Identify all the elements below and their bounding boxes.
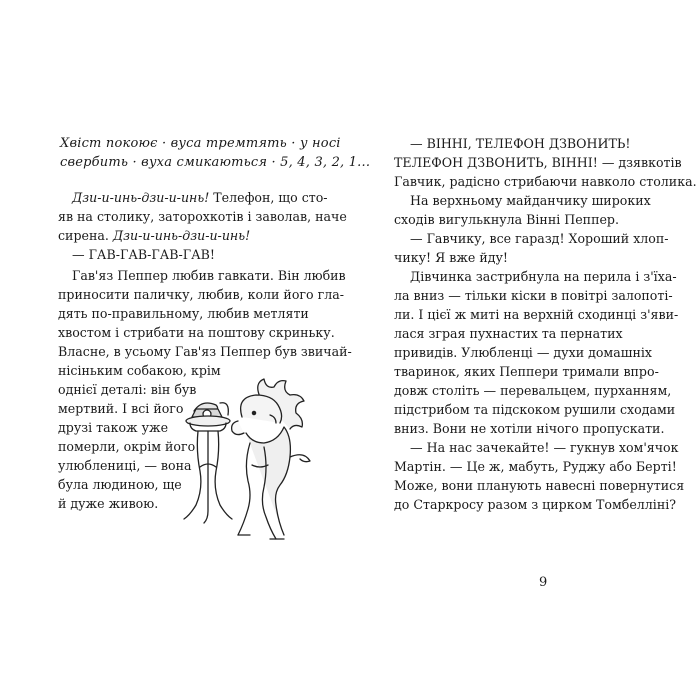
right-line-5: сходів вигулькнула Вінні Пеппер. — [394, 212, 619, 227]
p3-line-2: приносити паличку, любив, коли його гла- — [58, 287, 344, 302]
p1-line-3: сирена. Дзи-и-инь-дзи-и-инь! — [58, 228, 251, 243]
intro-line-2: свербить · вуха смикаються · 5, 4, 3, 2, 1... — [60, 155, 371, 170]
p3-line-12: була людиною, ще — [58, 477, 182, 492]
p3-line-8: мертвий. І всі його — [58, 401, 184, 416]
right-page — [350, 0, 700, 700]
right-line-7: чику! Я вже йду! — [394, 250, 508, 265]
p3-line-3: дять по-правильному, любив метляти — [58, 306, 309, 321]
intro-line-1: Хвіст покоює · вуса тремтять · у носі — [60, 136, 341, 151]
right-line-20: до Старкросу разом з цирком Томбелліні? — [394, 497, 677, 512]
ghost-dog-illustration — [180, 377, 320, 552]
p3-line-5: Власне, в усьому Гав'яз Пеппер був звичай- — [58, 344, 352, 359]
right-line-16: вниз. Вони не хотіли нічого пропускати. — [394, 421, 665, 436]
right-line-13: тваринок, яких Пеппери тримали впро- — [394, 364, 659, 379]
p3-line-4: хвостом і стрибати на поштову скриньку. — [58, 325, 335, 340]
p3-line-9: друзі також уже — [58, 420, 169, 435]
p2-line: — ГАВ-ГАВ-ГАВ-ГАВ! — [72, 247, 215, 262]
right-line-6: — Гавчику, все гаразд! Хороший хлоп- — [410, 231, 669, 246]
right-line-17: — На нас зачекайте! — гукнув хом'ячок — [410, 440, 679, 455]
right-line-2: ТЕЛЕФОН ДЗВОНИТЬ, ВІННІ! — дзявкотів — [394, 155, 682, 170]
table-icon — [184, 416, 232, 523]
p3-line-7: однієї деталі: він був — [58, 382, 197, 397]
right-line-14: довж століть — перевальцем, пурханням, — [394, 383, 672, 398]
p1-line-1: Дзи-и-инь-дзи-и-инь! Телефон, що сто- — [72, 190, 328, 205]
right-line-18: Мартін. — Це ж, мабуть, Руджу або Берті! — [394, 459, 677, 474]
p1-line-2: яв на столику, заторохкотів і заволав, наче — [58, 209, 347, 224]
right-line-9: ла вниз — тільки кіски в повітрі залопоті- — [394, 288, 673, 303]
right-line-15: підстрибом та підскоком рушили сходами — [394, 402, 676, 417]
right-line-4: На верхньому майданчику широких — [410, 193, 651, 208]
page-number: 9 — [539, 575, 548, 590]
right-line-19: Може, вони планують навесні повернутися — [394, 478, 685, 493]
right-line-8: Дівчинка застрибнула на перила і з'їха- — [410, 269, 677, 284]
right-line-1: — ВІННІ, ТЕЛЕФОН ДЗВОНИТЬ! — [410, 136, 631, 151]
right-line-3: Гавчик, радісно стрибаючи навколо столика. — [394, 174, 697, 189]
p3-line-1: Гав'яз Пеппер любив гавкати. Він любив — [72, 268, 346, 283]
right-line-10: ли. І цієї ж миті на верхній сходинці з'яви- — [394, 307, 679, 322]
right-line-11: лася зграя пухнастих та пернатих — [394, 326, 623, 341]
p3-line-11: улюблениці, — вона — [58, 458, 192, 473]
p3-line-13: й дуже живою. — [58, 496, 159, 511]
p3-line-10: померли, окрім його — [58, 439, 196, 454]
ghost-dog-icon — [232, 379, 310, 539]
p3-line-6: нісіньким собакою, крім — [58, 363, 221, 378]
right-line-12: привидів. Улюбленці — духи домашніх — [394, 345, 652, 360]
